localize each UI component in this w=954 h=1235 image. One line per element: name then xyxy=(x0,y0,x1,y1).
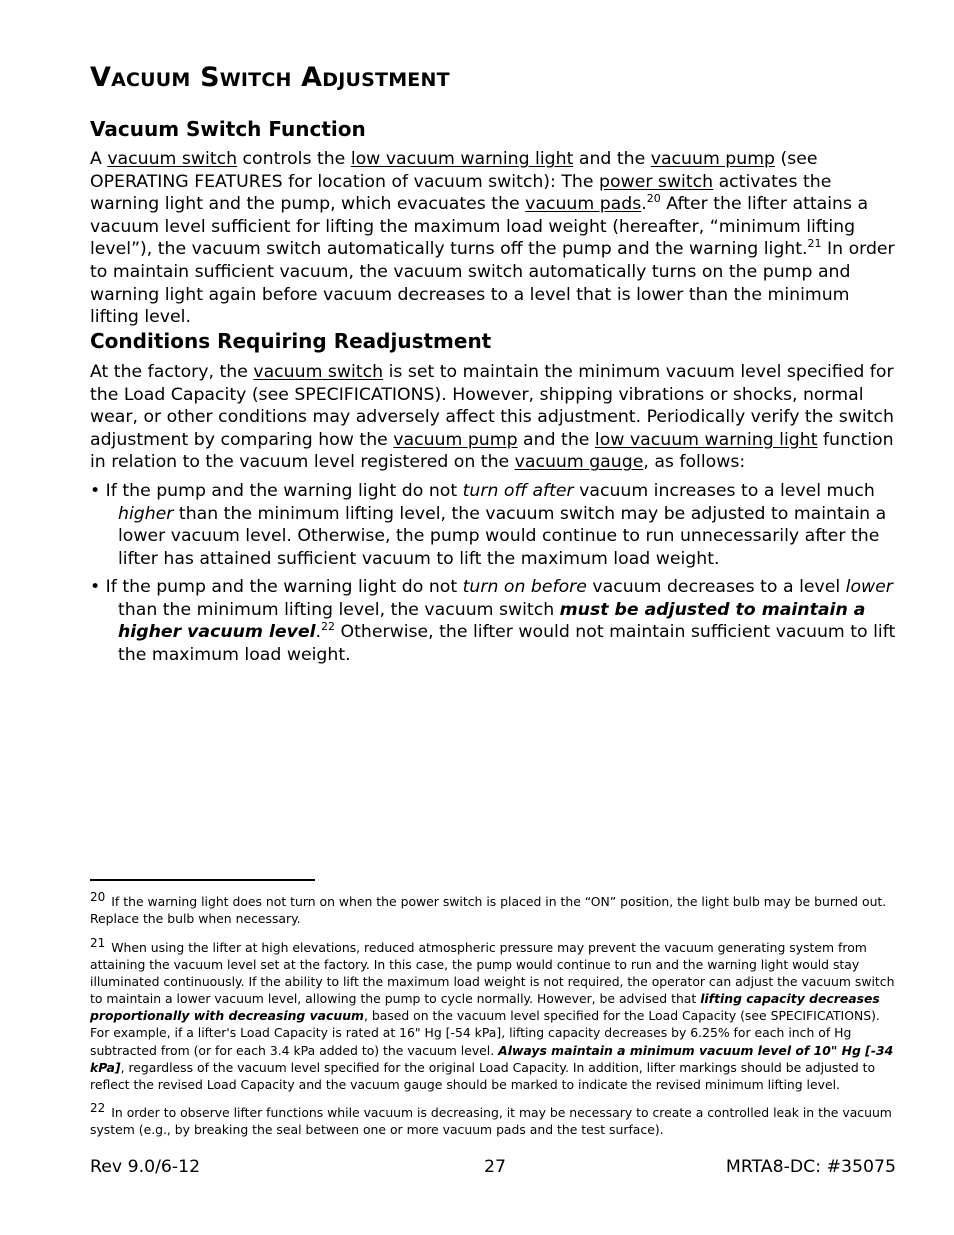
term-vacuum-switch: vacuum switch xyxy=(253,362,384,382)
footer-page-number: 27 xyxy=(484,1157,506,1177)
bullet-item-turn-off: • If the pump and the warning light do not turn off after vacuum increases to a level much higher than the minimum lifting level, the vacuum switch may be adjusted to maintain a lower vacuum level. Otherwise, the pump would continue to run unnecessarily after the lifter has attained sufficient vacuum to lift the maximum load weight. xyxy=(90,481,887,569)
page-title: Vacuum Switch Adjustment xyxy=(90,62,450,93)
term-power-switch: power switch xyxy=(599,171,714,192)
footnote-number: 21 xyxy=(90,936,106,950)
term-vacuum-pads: vacuum pads xyxy=(525,194,642,215)
footnote-21: $^{21}$ When using the lifter at high elevations, reduced atmospheric pressure may prevent the vacuum generating system from attaining the vacuum level set at the factory. In this case, the pump would continue to run and the warning light would stay illuminated continuously. If the ability to lift the maximum load weight is not required, the operator can adjust the vacuum switch to maintain a lower vacuum level, allowing the pump to cycle normally. However, be advised that lifting capacity decreases proportionally with decreasing vacuum, based on the vacuum level specified for the Load Capacity (see SPECIFICATIONS). For example, if a lifter's Load Capacity is rated at 16" Hg [-54 kPa], lifting capacity decreases by 6.25% for each inch of Hg subtracted from (or for each 3.4 kPa added to) the vacuum level. Always maintain a minimum vacuum level of 10" Hg [-34 kPa], regardless of the vacuum level specified for the original Load Capacity. In addition, lifter markings should be adjusted to reflect the revised Load Capacity and the vacuum gauge should be marked to indicate the revised minimum lifting level. xyxy=(90,936,895,1092)
footnote-20: $^{20}$ If the warning light does not turn on when the power switch is placed in the “ON” position, the light bulb may be burned out. Replace the bulb when necessary. xyxy=(90,890,887,927)
footnote-number: 20 xyxy=(90,890,106,904)
footnote-ref-22: 22 xyxy=(321,620,336,634)
section-heading-conditions-requiring-readjustment: Conditions Requiring Readjustment xyxy=(90,329,492,353)
footnote-22: $^{22}$ In order to observe lifter functions while vacuum is decreasing, it may be necessary to create a controlled leak in the vacuum system (e.g., by breaking the seal between one or more vacuum pads and the test surface). xyxy=(90,1101,892,1138)
term-low-vacuum-warning-light: low vacuum warning light xyxy=(594,429,818,450)
footer-revision: Rev 9.0/6-12 xyxy=(90,1157,201,1177)
paragraph-vacuum-switch-function: A vacuum switch controls the low vacuum warning light and the vacuum pump (see OPERATING FEATURES for location of vacuum switch): The power switch activates the warning light and the pump, which evacuates the vacuum pads.$^{20}$ After the lifter attains a vacuum level sufficient for lifting the maximum load weight (hereafter, “minimum lifting level”), the vacuum switch automatically turns off the pump and the warning light.$^{21}$ In order to maintain sufficient vacuum, the vacuum switch automatically turns on the pump and warning light again before vacuum decreases to a level that is lower than the minimum lifting level. xyxy=(90,149,895,328)
bullet-item-turn-on: • If the pump and the warning light do not turn on before vacuum decreases to a level lower than the minimum lifting level, the vacuum switch must be adjusted to maintain a higher vacuum level.$^{22}$ Otherwise, the lifter would not maintain sufficient vacuum to lift the maximum load weight. xyxy=(90,577,896,665)
paragraph-conditions: At the factory, the vacuum switch is set to maintain the minimum vacuum level specified for the Load Capacity (see SPECIFICATIONS). However, shipping vibrations or shocks, normal wear, or other conditions may adversely affect this adjustment. Periodically verify the switch adjustment by comparing how the vacuum pump and the low vacuum warning light function in relation to the vacuum level registered on the vacuum gauge, as follows: xyxy=(90,362,894,473)
footnote-ref-20: 20 xyxy=(646,192,661,206)
footnote-ref-21: 21 xyxy=(807,237,822,251)
footnote-separator xyxy=(90,879,315,881)
footnote-number: 22 xyxy=(90,1101,106,1115)
footer-model-number: MRTA8-DC: #35075 xyxy=(725,1157,896,1177)
term-low-vacuum-warning-light: low vacuum warning light xyxy=(350,149,574,169)
term-vacuum-gauge: vacuum gauge xyxy=(514,452,644,473)
term-vacuum-switch: vacuum switch xyxy=(107,149,238,169)
section-heading-vacuum-switch-function: Vacuum Switch Function xyxy=(90,117,366,141)
warning-emphasis: must be adjusted to maintain a higher vacuum level xyxy=(118,599,866,643)
term-vacuum-pump: vacuum pump xyxy=(650,149,775,169)
term-vacuum-pump: vacuum pump xyxy=(393,429,518,450)
